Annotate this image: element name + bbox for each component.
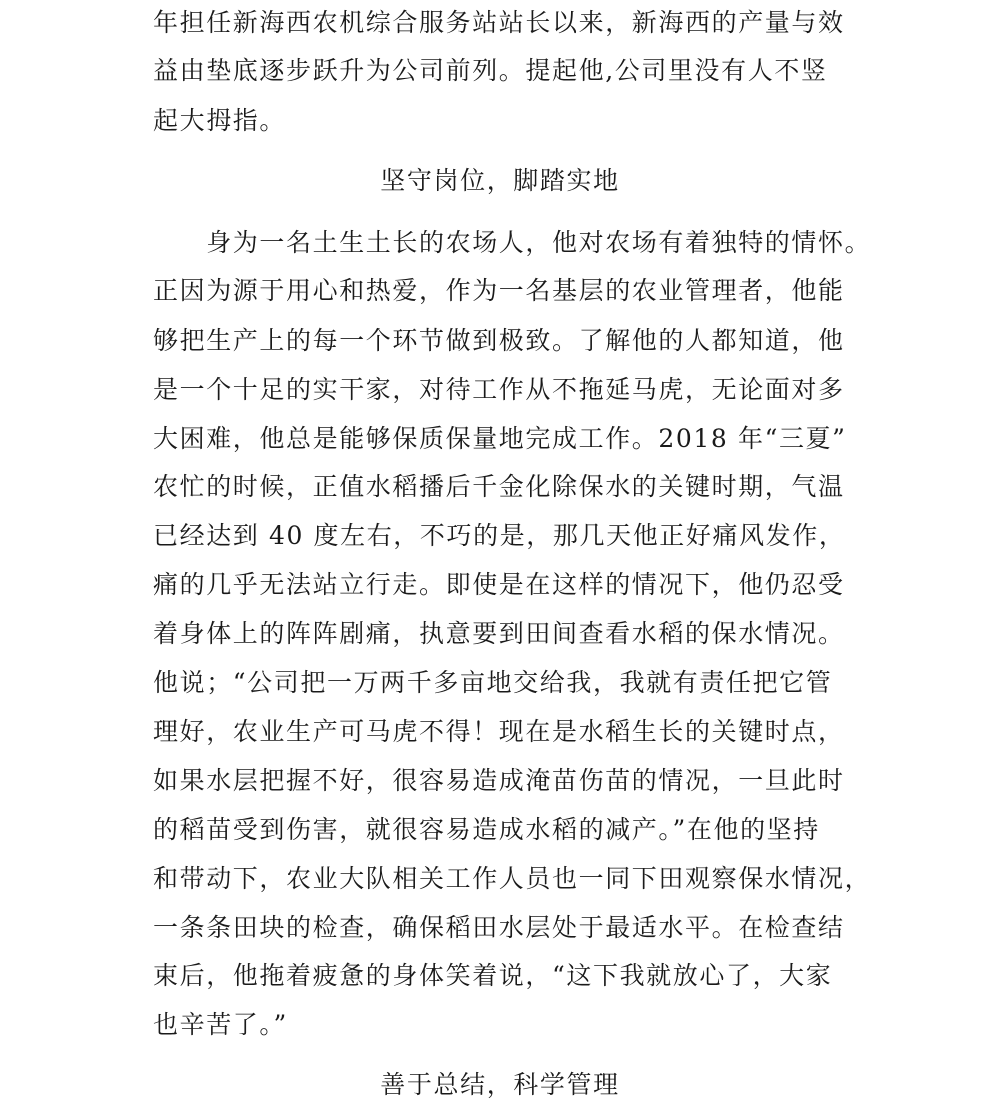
paragraph-2-line-7: 已经达到 40 度左右，不巧的是，那几天他正好痛风发作，	[153, 521, 846, 550]
paragraph-2-line-15: 一条条田块的检查，确保稻田水层处于最适水平。在检查结	[153, 913, 845, 942]
section-heading-1: 坚守岗位，脚踏实地	[380, 166, 620, 195]
paragraph-2-line-3: 够把生产上的每一个环节做到极致。了解他的人都知道，他	[153, 326, 845, 355]
paragraph-2-line-9: 着身体上的阵阵剧痛，执意要到田间查看水稻的保水情况。	[153, 619, 845, 648]
paragraph-2-line-12: 如果水层把握不好，很容易造成淹苗伤苗的情况，一旦此时	[153, 766, 845, 795]
paragraph-2-line-10: 他说；“公司把一万两千多亩地交给我，我就有责任把它管	[153, 668, 833, 697]
section-heading-2: 善于总结，科学管理	[380, 1070, 620, 1099]
paragraph-1-line-3: 起大拇指。	[153, 106, 287, 135]
paragraph-2-line-2: 正因为源于用心和热爱，作为一名基层的农业管理者，他能	[153, 276, 845, 305]
paragraph-2-line-1: 身为一名土生土长的农场人，他对农场有着独特的情怀。	[153, 228, 872, 257]
paragraph-2-line-17: 也辛苦了。”	[153, 1010, 288, 1039]
paragraph-2-line-16: 束后，他拖着疲惫的身体笑着说，“这下我就放心了，大家	[153, 961, 833, 990]
paragraph-2-line-14: 和带动下，农业大队相关工作人员也一同下田观察保水情况，	[153, 864, 872, 893]
paragraph-2-line-11: 理好，农业生产可马虎不得！现在是水稻生长的关键时点，	[153, 717, 845, 746]
paragraph-2-line-13: 的稻苗受到伤害，就很容易造成水稻的减产。”在他的坚持	[153, 815, 820, 844]
paragraph-1-line-1: 年担任新海西农机综合服务站站长以来，新海西的产量与效	[153, 8, 845, 37]
paragraph-2-line-4: 是一个十足的实干家，对待工作从不拖延马虎，无论面对多	[153, 375, 845, 404]
paragraph-2-line-8: 痛的几乎无法站立行走。即使是在这样的情况下，他仍忍受	[153, 570, 845, 599]
paragraph-1-line-2: 益由垫底逐步跃升为公司前列。提起他,公司里没有人不竖	[153, 56, 828, 85]
paragraph-2-line-6: 农忙的时候，正值水稻播后千金化除保水的关键时期，气温	[153, 472, 845, 501]
paragraph-2-line-5: 大困难，他总是能够保质保量地完成工作。2018 年“三夏”	[153, 424, 847, 453]
